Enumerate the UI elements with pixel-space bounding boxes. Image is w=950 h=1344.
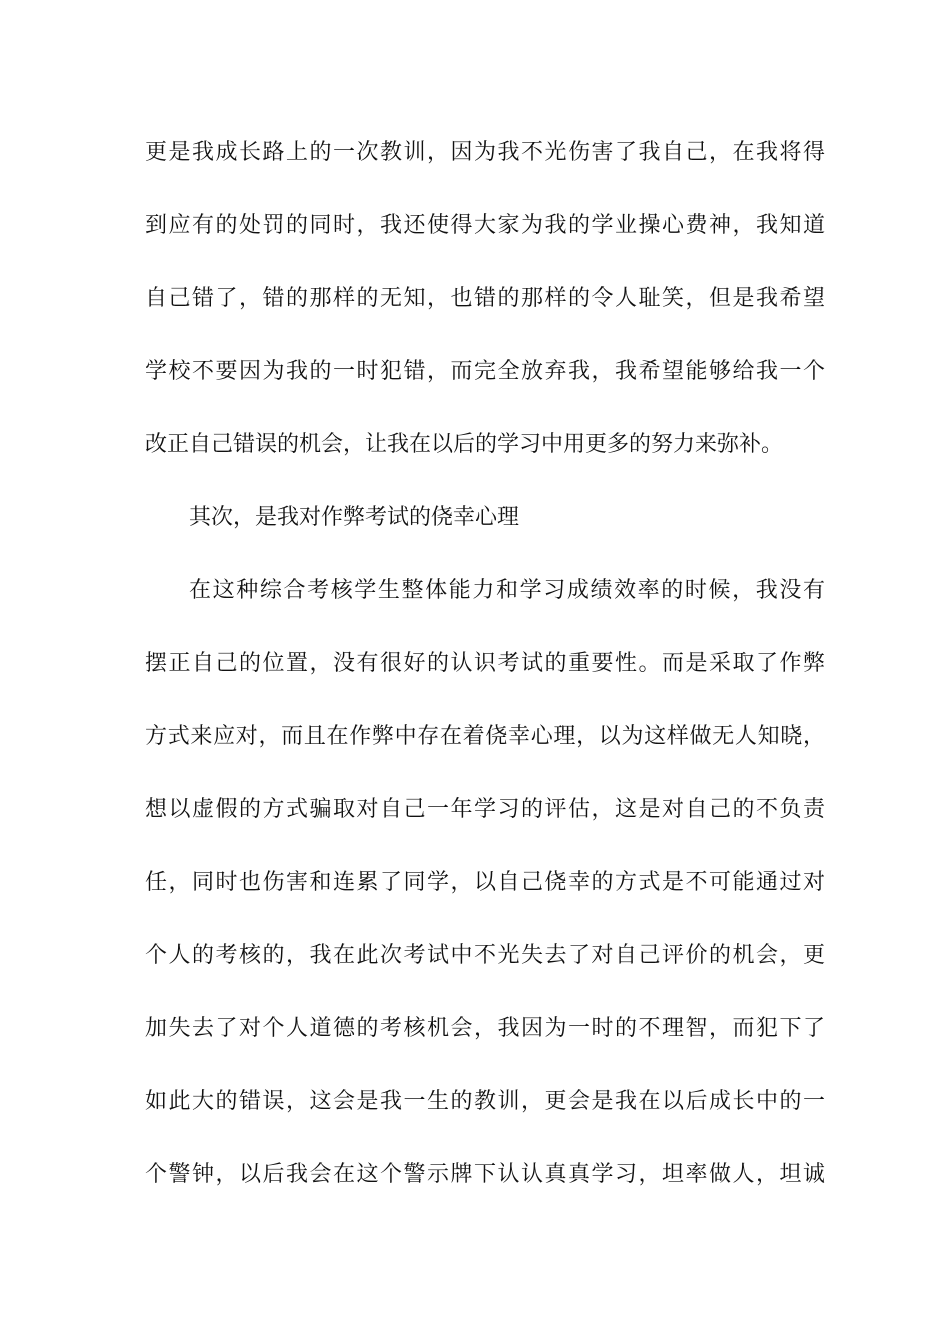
text-line: 想以虚假的方式骗取对自己一年学习的评估，这是对自己的不负责 xyxy=(145,797,825,822)
text-line: 方式来应对，而且在作弊中存在着侥幸心理，以为这样做无人知晓， xyxy=(145,724,825,749)
text-line: 任，同时也伤害和连累了同学，以自己侥幸的方式是不可能通过对 xyxy=(145,870,825,895)
text-line: 更是我成长路上的一次教训，因为我不光伤害了我自己，在我将得 xyxy=(145,140,825,165)
section-heading: 其次，是我对作弊考试的侥幸心理 xyxy=(189,505,520,530)
text-line: 自己错了，错的那样的无知，也错的那样的令人耻笑，但是我希望 xyxy=(145,286,825,311)
text-line: 如此大的错误，这会是我一生的教训，更会是我在以后成长中的一 xyxy=(145,1089,825,1114)
text-line: 改正自己错误的机会，让我在以后的学习中用更多的努力来弥补。 xyxy=(145,432,784,457)
document-body xyxy=(145,128,825,1223)
text-line: 在这种综合考核学生整体能力和学习成绩效率的时候，我没有 xyxy=(189,578,825,603)
text-line: 个人的考核的，我在此次考试中不光失去了对自己评价的机会，更 xyxy=(145,943,825,968)
text-line: 到应有的处罚的同时，我还使得大家为我的学业操心费神，我知道 xyxy=(145,213,825,238)
text-line: 加失去了对个人道德的考核机会，我因为一时的不理智，而犯下了 xyxy=(145,1016,825,1041)
text-line: 学校不要因为我的一时犯错，而完全放弃我，我希望能够给我一个 xyxy=(145,359,825,384)
text-line: 个警钟，以后我会在这个警示牌下认认真真学习，坦率做人，坦诚 xyxy=(145,1162,825,1187)
text-line: 摆正自己的位置，没有很好的认识考试的重要性。而是采取了作弊 xyxy=(145,651,825,676)
